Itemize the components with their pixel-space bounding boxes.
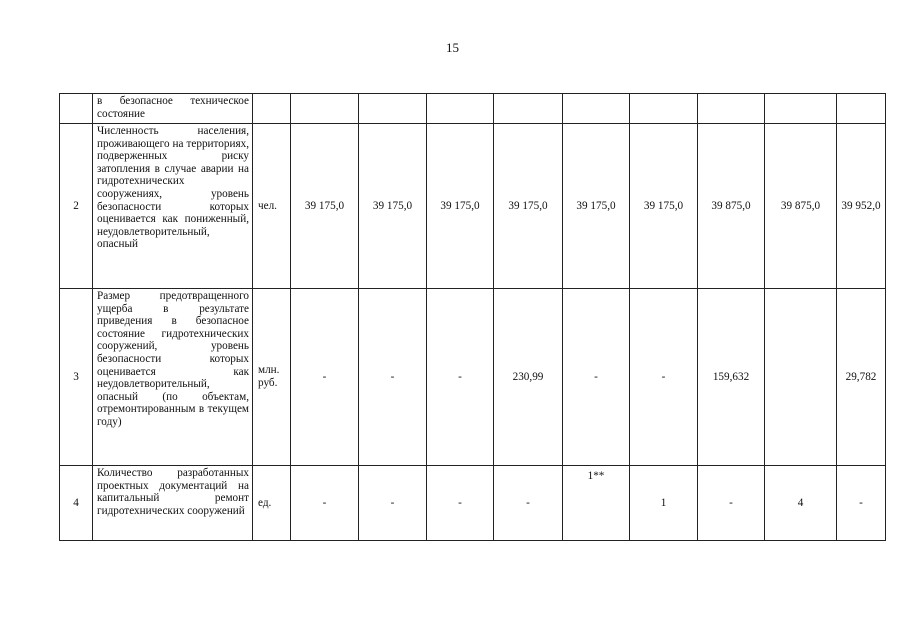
row-number: 3 xyxy=(60,289,93,466)
unit-cell: млн. руб. xyxy=(253,289,291,466)
value-cell: 39 875,0 xyxy=(698,124,765,289)
value-cell: 29,782 xyxy=(837,289,886,466)
value-cell: - xyxy=(837,466,886,541)
value-cell: - xyxy=(698,466,765,541)
unit-cell xyxy=(253,94,291,124)
row-number: 2 xyxy=(60,124,93,289)
value-cell xyxy=(494,94,563,124)
value-cell: 39 175,0 xyxy=(427,124,494,289)
value-cell xyxy=(837,94,886,124)
indicator-name: Численность населения, проживающего на территориях, подверженных риску затопления в случае аварии на гидротехнических сооружениях, уровень безопасности которых оценивается как пониженный, неудовлетворительный, опасный xyxy=(93,124,253,289)
table-row xyxy=(60,289,886,466)
row-number xyxy=(60,94,93,124)
indicator-name: Размер предотвращенного ущерба в результате приведения в безопасное состояние гидротехнических сооружений, уровень безопасности которых оценивается как неудовлетворительный, опасный (по объектам, отремонтированным в текущем году) xyxy=(93,289,253,466)
value-cell xyxy=(765,289,837,466)
indicators-table xyxy=(59,93,886,541)
value-cell xyxy=(359,94,427,124)
value-cell: - xyxy=(359,289,427,466)
value-cell: - xyxy=(563,289,630,466)
value-cell xyxy=(291,94,359,124)
indicator-name: в безопасное техническое состояние xyxy=(93,94,253,124)
value-cell xyxy=(563,94,630,124)
value-cell: - xyxy=(427,466,494,541)
value-cell: - xyxy=(291,466,359,541)
row-number: 4 xyxy=(60,466,93,541)
value-cell: 39 175,0 xyxy=(630,124,698,289)
value-cell: 39 175,0 xyxy=(291,124,359,289)
value-cell: 1** xyxy=(563,466,630,541)
page-number: 15 xyxy=(446,40,459,55)
value-cell xyxy=(630,94,698,124)
unit-cell: чел. xyxy=(253,124,291,289)
value-cell: - xyxy=(630,289,698,466)
value-cell: 159,632 xyxy=(698,289,765,466)
value-cell xyxy=(698,94,765,124)
value-cell xyxy=(427,94,494,124)
table-row xyxy=(60,94,886,124)
value-cell: - xyxy=(427,289,494,466)
value-cell: 4 xyxy=(765,466,837,541)
value-cell xyxy=(765,94,837,124)
value-cell: - xyxy=(291,289,359,466)
indicator-name: Количество разработанных проектных документаций на капитальный ремонт гидротехнических сооружений xyxy=(93,466,253,541)
table-row xyxy=(60,466,886,541)
value-cell: 39 175,0 xyxy=(494,124,563,289)
value-cell: - xyxy=(494,466,563,541)
value-cell: 39 952,0 xyxy=(837,124,886,289)
value-cell: - xyxy=(359,466,427,541)
value-cell: 39 175,0 xyxy=(359,124,427,289)
value-cell: 39 875,0 xyxy=(765,124,837,289)
unit-cell: ед. xyxy=(253,466,291,541)
value-cell: 230,99 xyxy=(494,289,563,466)
value-cell: 39 175,0 xyxy=(563,124,630,289)
table-row xyxy=(60,124,886,289)
value-cell: 1 xyxy=(630,466,698,541)
